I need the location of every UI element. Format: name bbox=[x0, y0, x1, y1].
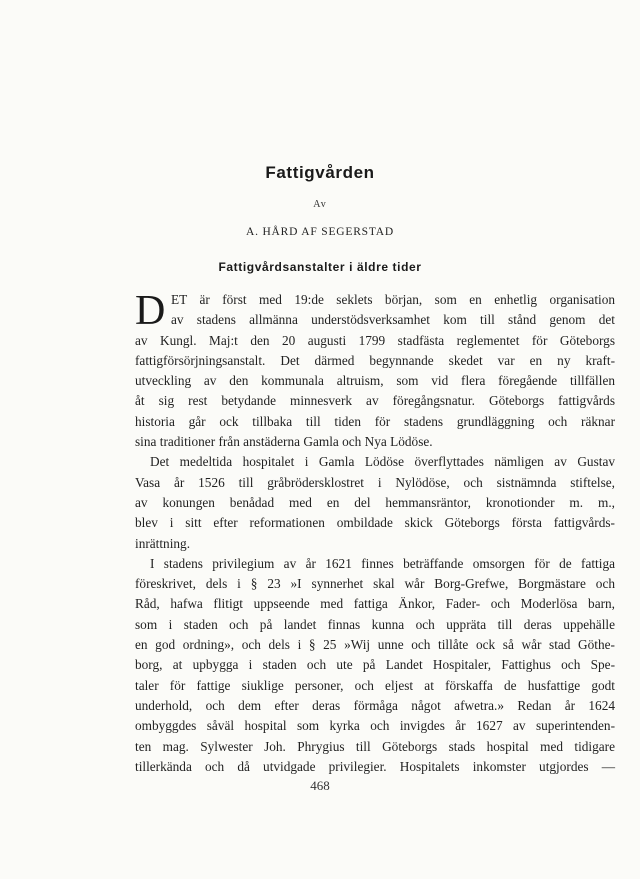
text-line: inrättning. bbox=[135, 535, 191, 551]
text-line: ET är först med 19:de seklets början, som en enhetlig organisation bbox=[171, 292, 615, 307]
author-name: A. HÅRD AF SEGERSTAD bbox=[246, 226, 394, 238]
text-line: taler för fattige siuklige personer, och eljest at förskaffa de husfattige godt bbox=[135, 677, 615, 693]
text-line: föreskrivet, dels i § 23 »I synnerhet skal wår Borg-Grefwe, Borgmästare och bbox=[135, 576, 615, 592]
page-title: Fattigvården bbox=[265, 163, 375, 182]
text-line: Råd, hafwa flitigt uppseende med fattiga Änkor, Fader- och Moderlösa barn, bbox=[135, 596, 615, 612]
text-line: som i staden och på landet finnas kunna och uppräta till deras uppehälle bbox=[135, 616, 615, 632]
text-line: blev i sitt efter reformationen ombildade skick Göteborgs första fattigvårds- bbox=[135, 515, 615, 531]
text-line: åt sig rest betydande minnesverk av föregångsnatur. Göteborgs fattigvårds bbox=[135, 393, 615, 409]
text-line: historia går ock tillbaka till tiden för stadens grundläggning och räknar bbox=[135, 413, 615, 429]
text-line: Vasa år 1526 till gråbrödersklostret i Nylödöse, och sistnämnda stiftelse, bbox=[135, 474, 615, 490]
text-line: underhold, och dem efter deras förmåga något afwetra.» Redan år 1624 bbox=[135, 697, 615, 713]
section-heading: Fattigvårdsanstalter i äldre tider bbox=[218, 260, 422, 274]
text-line: ten mag. Sylwester Joh. Phrygius till Göteborgs stads hospital med tidigare bbox=[135, 738, 615, 754]
text-line: fattigförsörjningsanstalt. Det därmed begynnande skedet var en ny kraft- bbox=[135, 352, 615, 368]
body-text bbox=[135, 290, 615, 777]
text-line: sina traditioner från anstäderna Gamla och Nya Lödöse. bbox=[135, 434, 433, 450]
text-line: Det medeltida hospitalet i Gamla Lödöse överflyttades nämligen av Gustav bbox=[150, 454, 615, 470]
text-line: tillerkända och då utvidgade privilegier. Hospitalets inkomster utgjordes — bbox=[135, 758, 615, 774]
byline: Av bbox=[313, 199, 327, 210]
text-line: ombyggdes såväl hospital som kyrka och invigdes år 1627 av superintenden- bbox=[135, 718, 615, 734]
drop-cap: D bbox=[135, 288, 166, 334]
text-line: av Kungl. Maj:t den 20 augusti 1799 stadfästa reglementet för Göteborgs bbox=[135, 332, 615, 348]
text-line: en god ordning», och dels i § 25 »Wij unne och tillåte ock så wår stad Göthe- bbox=[135, 637, 615, 653]
text-line: av konungen benådad med en del hemmansräntor, kronotionder m. m., bbox=[135, 494, 615, 510]
text-line: av stadens allmänna understödsverksamhet kom till stånd genom det bbox=[171, 312, 615, 328]
text-line: borg, at upbygga i staden och ute på Landet Hospitaler, Fattighus och Spe- bbox=[135, 657, 615, 673]
page-number: 468 bbox=[310, 778, 330, 793]
text-line: I stadens privilegium av år 1621 finnes beträffande omsorgen för de fattiga bbox=[150, 555, 615, 571]
text-line: utveckling av den kommunala altruism, som vid flera föregående tillfällen bbox=[135, 373, 615, 389]
